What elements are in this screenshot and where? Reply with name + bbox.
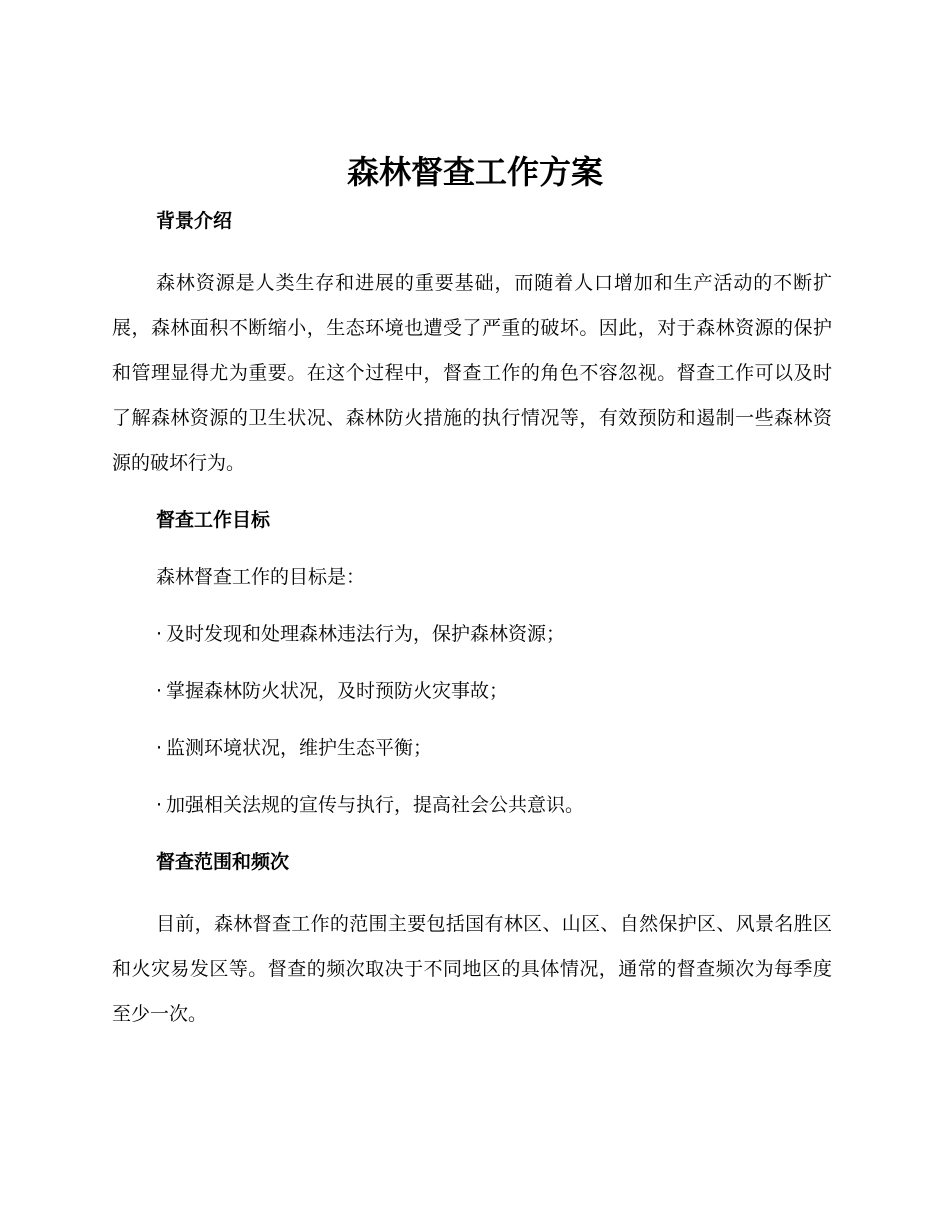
list-item [112, 616, 832, 652]
list-item-text: 掌握森林防火状况，及时预防火灾事故； [166, 680, 509, 702]
bullet-icon: · [156, 737, 163, 759]
goal-list [112, 616, 832, 823]
section-goals [112, 502, 832, 823]
list-item-text: 加强相关法规的宣传与执行，提高社会公共意识。 [166, 794, 585, 816]
section-heading: 督查范围和频次 [156, 851, 290, 873]
section-paragraph: 目前，森林督查工作的范围主要包括国有林区、山区、自然保护区、风景名胜区和火灾易发区等。督查的频次取决于不同地区的具体情况，通常的督查频次为每季度至少一次。 [112, 913, 832, 1025]
document-title: 森林督查工作方案 [346, 153, 603, 191]
section-background [112, 203, 832, 486]
list-item [112, 730, 832, 766]
list-item [112, 787, 832, 823]
bullet-icon: · [156, 680, 163, 702]
section-heading: 背景介绍 [156, 210, 233, 232]
list-item [112, 673, 832, 709]
bullet-icon: · [156, 794, 163, 816]
section-intro: 森林督查工作的目标是： [156, 566, 366, 588]
bullet-icon: · [156, 623, 163, 645]
list-item-text: 监测环境状况，维护生态平衡； [166, 737, 433, 759]
document-body [112, 203, 832, 1037]
section-paragraph: 森林资源是人类生存和进展的重要基础，而随着人口增加和生产活动的不断扩展，森林面积不断缩小，生态环境也遭受了严重的破坏。因此，对于森林资源的保护和管理显得尤为重要。在这个过程中，督查工作的角色不容忽视。督查工作可以及时了解森林资源的卫生状况、森林防火措施的执行情况等，有效预防和遏制一些森林资源的破坏行为。 [112, 272, 832, 474]
section-heading: 督查工作目标 [156, 509, 271, 531]
section-scope [112, 844, 832, 1037]
list-item-text: 及时发现和处理森林违法行为，保护森林资源； [166, 623, 566, 645]
